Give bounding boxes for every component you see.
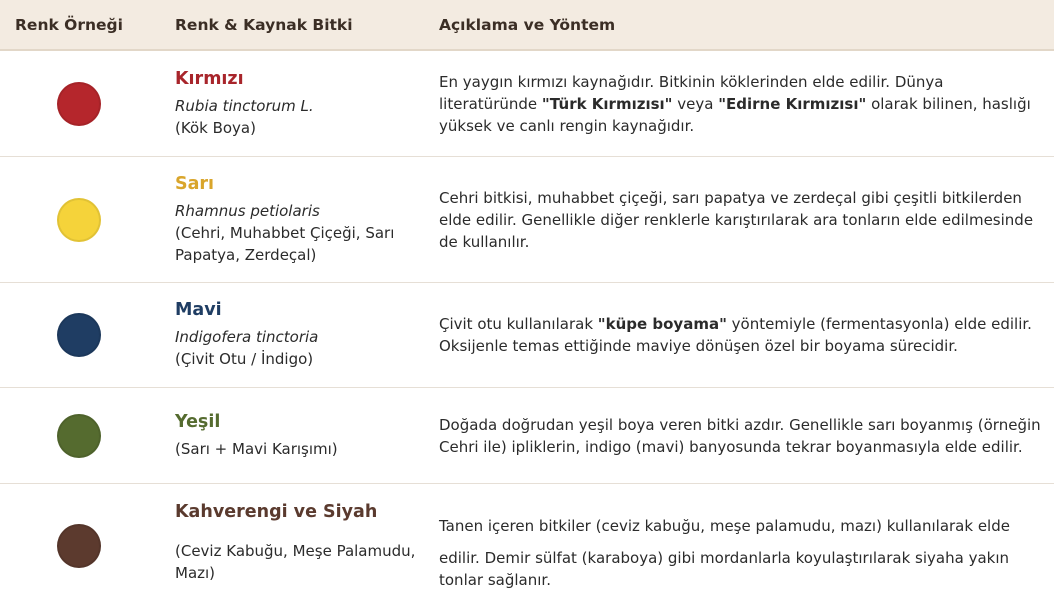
swatch-cell bbox=[0, 51, 160, 156]
description-text: Cehri bitkisi, muhabbet çiçeği, sarı papatya ve zerdeçal gibi çeşitli bitkilerden elde edilir. Genellikle diğer renklerle karıştırılarak ara tonların elde edilmesinde de kullanılır. bbox=[439, 188, 1034, 251]
blue-swatch bbox=[57, 313, 101, 357]
table-row-blue bbox=[0, 283, 1054, 388]
latin-name: Rubia tinctorum L. bbox=[175, 96, 314, 115]
swatch-cell bbox=[0, 157, 160, 282]
color-name: Sarı bbox=[175, 173, 215, 194]
description-cell bbox=[424, 51, 1054, 156]
plant-cell bbox=[160, 484, 424, 607]
table-row-brown bbox=[0, 484, 1054, 607]
common-name: (Sarı + Mavi Karışımı) bbox=[175, 439, 338, 458]
description-cell bbox=[424, 388, 1054, 483]
common-name: (Çivit Otu / İndigo) bbox=[175, 350, 314, 368]
plant-cell bbox=[160, 157, 424, 282]
description-text: Çivit otu kullanılarak "küpe boyama" yöntemiyle (fermentasyonla) elde edilir. Oksijenle temas ettiğinde maviye dönüşen özel bir boyama sürecidir. bbox=[439, 315, 1032, 355]
table-header bbox=[0, 0, 1054, 51]
swatch-cell bbox=[0, 283, 160, 387]
color-name: Mavi bbox=[175, 300, 222, 320]
common-name: (Ceviz Kabuğu, Meşe Palamudu, Mazı) bbox=[175, 542, 416, 582]
color-name: Kahverengi ve Siyah bbox=[175, 502, 378, 522]
plant-cell bbox=[160, 283, 424, 387]
header-swatch: Renk Örneği bbox=[15, 15, 123, 34]
brown-swatch bbox=[57, 524, 101, 568]
plant-cell bbox=[160, 388, 424, 483]
description-cell bbox=[424, 484, 1054, 607]
color-name: Kırmızı bbox=[175, 68, 244, 89]
plant-cell bbox=[160, 51, 424, 156]
description-text: Tanen içeren bitkiler (ceviz kabuğu, meşe palamudu, mazı) kullanılarak elde edilir. Demir sülfat (karaboya) gibi mordanlarla koyulaştırılarak siyaha yakın tonlar sağlanır. bbox=[439, 517, 1010, 589]
description-text: Doğada doğrudan yeşil boya veren bitki azdır. Genellikle sarı boyanmış (örneğin Cehri ile) ipliklerin, indigo (mavi) banyosunda tekrar boyanmasıyla elde edilir. bbox=[439, 415, 1041, 456]
description-text: En yaygın kırmızı kaynağıdır. Bitkinin köklerinden elde edilir. Dünya literatüründe "Türk Kırmızısı" veya "Edirne Kırmızısı" olarak bilinen, haslığı yüksek ve canlı rengin kaynağıdır. bbox=[439, 72, 1031, 135]
header-description: Açıklama ve Yöntem bbox=[439, 15, 616, 34]
swatch-cell bbox=[0, 388, 160, 483]
color-name: Yeşil bbox=[175, 411, 221, 432]
table-row-yellow bbox=[0, 157, 1054, 283]
header-plant: Renk & Kaynak Bitki bbox=[175, 15, 353, 34]
description-cell bbox=[424, 157, 1054, 282]
swatch-cell bbox=[0, 484, 160, 607]
yellow-swatch bbox=[57, 198, 101, 242]
latin-name: Indigofera tinctoria bbox=[175, 328, 319, 346]
common-name: (Kök Boya) bbox=[175, 118, 256, 137]
red-swatch bbox=[57, 82, 101, 126]
description-cell bbox=[424, 283, 1054, 387]
common-name: (Cehri, Muhabbet Çiçeği, Sarı Papatya, Zerdeçal) bbox=[175, 223, 395, 264]
table-row-red bbox=[0, 51, 1054, 157]
table-row-green bbox=[0, 388, 1054, 484]
latin-name: Rhamnus petiolaris bbox=[175, 201, 320, 220]
green-swatch bbox=[57, 414, 101, 458]
